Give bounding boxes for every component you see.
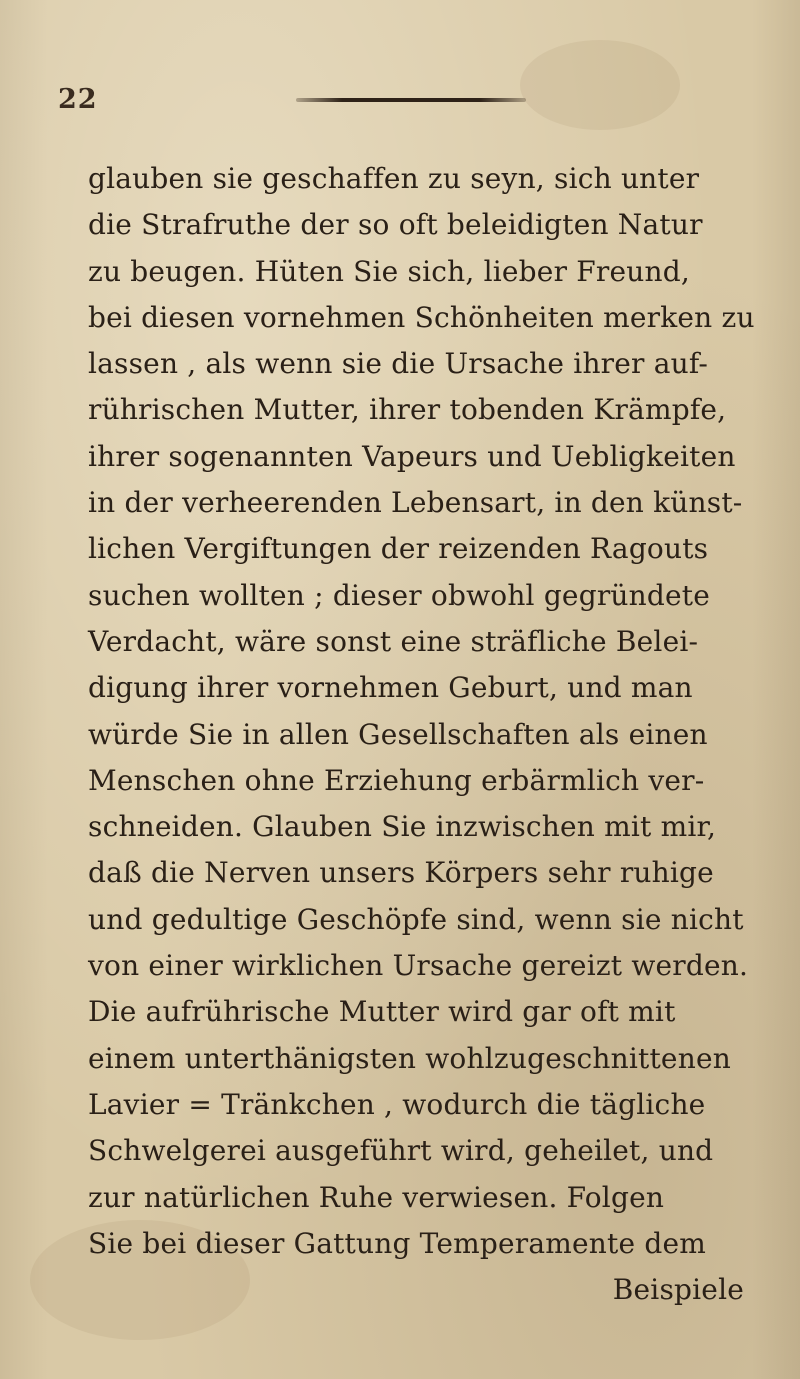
text-line: die Strafruthe der so oft beleidigten Natur — [88, 208, 703, 242]
text-line: lichen Vergiftungen der reizenden Ragouts — [88, 532, 709, 566]
text-line: zu beugen. Hüten Sie sich, lieber Freund, — [88, 254, 690, 288]
text-line: Die aufrührische Mutter wird gar oft mit — [88, 995, 676, 1029]
catchword: Beispiele — [612, 1273, 744, 1307]
text-line: und gedultige Geschöpfe sind, wenn sie nicht — [88, 902, 744, 936]
text-line: Lavier = Tränkchen , wodurch die tägliche — [88, 1087, 706, 1121]
text-line: von einer wirklichen Ursache gereizt werden. — [88, 949, 749, 983]
text-line: würde Sie in allen Gesellschaften als einen — [88, 717, 708, 751]
body-text — [88, 156, 768, 1313]
header-rule — [296, 98, 526, 102]
text-line: bei diesen vornehmen Schönheiten merken zu — [88, 300, 755, 334]
text-line: glauben sie geschaffen zu seyn, sich unter — [88, 162, 700, 195]
text-line: rührischen Mutter, ihrer tobenden Krämpfe, — [88, 393, 727, 427]
text-line: daß die Nerven unsers Körpers sehr ruhige — [88, 856, 714, 890]
text-line: suchen wollten ; dieser obwohl gegründete — [88, 578, 710, 612]
text-line: ihrer sogenannten Vapeurs und Uebligkeiten — [88, 439, 736, 473]
text-line: einem unterthänigsten wohlzugeschnittenen — [88, 1041, 731, 1075]
text-line: in der verheerenden Lebensart, in den künst- — [88, 486, 743, 520]
page-number: 22 — [58, 84, 98, 115]
page-header — [58, 84, 618, 124]
text-line: Schwelgerei ausgeführt wird, geheilet, und — [88, 1134, 714, 1168]
text-line: lassen , als wenn sie die Ursache ihrer auf- — [88, 347, 709, 381]
text-line: Verdacht, wäre sonst eine sträfliche Belei- — [88, 624, 699, 658]
text-line: zur natürlichen Ruhe verwiesen. Folgen — [88, 1180, 665, 1214]
text-line: schneiden. Glauben Sie inzwischen mit mir, — [88, 810, 717, 844]
text-line: digung ihrer vornehmen Geburt, und man — [88, 671, 693, 705]
text-line: Sie bei dieser Gattung Temperamente dem — [88, 1226, 707, 1260]
text-line: Menschen ohne Erziehung erbärmlich ver- — [88, 763, 705, 797]
